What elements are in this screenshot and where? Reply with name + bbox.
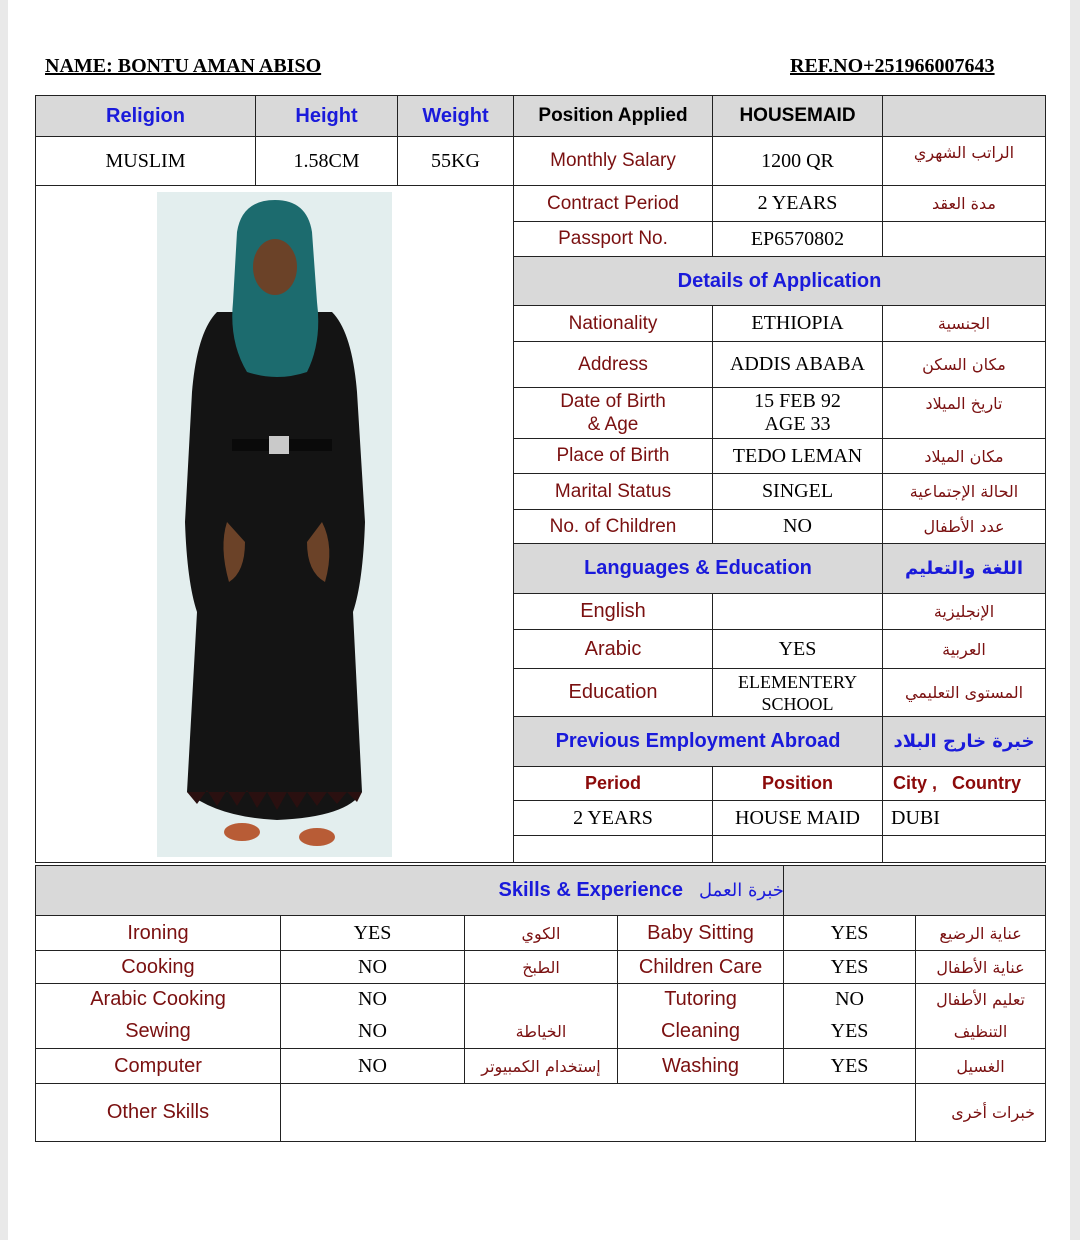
- details-title: Details of Application: [514, 257, 1046, 306]
- skill-washing-arabic: الغسيل: [916, 1049, 1046, 1084]
- skill-childrencare-label: Children Care: [618, 951, 784, 984]
- marital-value: SINGEL: [713, 474, 883, 510]
- main-table: [35, 95, 1046, 863]
- reference-number: REF.NO+251966007643: [790, 55, 995, 77]
- passport-label: Passport No.: [514, 222, 713, 257]
- skill-computer-value: NO: [281, 1049, 465, 1084]
- skill-cooking-value: NO: [281, 951, 465, 984]
- nationality-arabic: الجنسية: [883, 306, 1046, 342]
- pob-value: TEDO LEMAN: [713, 439, 883, 474]
- education-label: Education: [514, 669, 713, 717]
- employment-title-arabic: خبرة خارج البلاد: [883, 717, 1046, 767]
- skills-table: [35, 865, 1046, 1142]
- pob-arabic: مكان الميلاد: [883, 439, 1046, 474]
- education-arabic: المستوى التعليمي: [883, 669, 1046, 717]
- religion-label: Religion: [36, 96, 256, 137]
- address-value: ADDIS ABABA: [713, 342, 883, 388]
- marital-label: Marital Status: [514, 474, 713, 510]
- skill-cleaning-arabic: التنظيف: [916, 1015, 1046, 1049]
- employment-empty-2: [713, 836, 883, 863]
- employment-col-period: Period: [514, 767, 713, 801]
- position-blank: [883, 96, 1046, 137]
- dob-value-line2: AGE 33: [764, 413, 831, 435]
- employment-country: DUBI: [883, 801, 1046, 836]
- contract-value: 2 YEARS: [713, 186, 883, 222]
- skill-sewing-value: NO: [281, 1015, 465, 1049]
- weight-label: Weight: [398, 96, 514, 137]
- contract-arabic: مدة العقد: [883, 186, 1046, 222]
- dob-label-line1: Date of Birth: [560, 391, 666, 412]
- skill-washing-value: YES: [784, 1049, 916, 1084]
- skills-title: Skills & Experience: [36, 866, 784, 916]
- children-label: No. of Children: [514, 510, 713, 544]
- weight-value: 55KG: [398, 137, 514, 186]
- dob-arabic: تاريخ الميلاد: [883, 388, 1046, 439]
- nationality-label: Nationality: [514, 306, 713, 342]
- languages-title: Languages & Education: [514, 544, 883, 594]
- other-skills-label: Other Skills: [36, 1084, 281, 1142]
- skill-cleaning-value: YES: [784, 1015, 916, 1049]
- employment-period: 2 YEARS: [514, 801, 713, 836]
- passport-blank: [883, 222, 1046, 257]
- marital-arabic: الحالة الإجتماعية: [883, 474, 1046, 510]
- nationality-value: ETHIOPIA: [713, 306, 883, 342]
- candidate-photo-illustration: [157, 192, 392, 857]
- contract-label: Contract Period: [514, 186, 713, 222]
- other-skills-arabic: خبرات أخرى: [916, 1084, 1046, 1142]
- education-value: [713, 669, 883, 717]
- position-label: Position Applied: [514, 96, 713, 137]
- skill-arabiccooking-value: NO: [281, 984, 465, 1015]
- employment-position: HOUSE MAID: [713, 801, 883, 836]
- arabic-label: Arabic: [514, 630, 713, 669]
- religion-value: MUSLIM: [36, 137, 256, 186]
- candidate-photo: [157, 192, 392, 857]
- skill-tutoring-value: NO: [784, 984, 916, 1015]
- skill-ironing-value: YES: [281, 916, 465, 951]
- employment-title: Previous Employment Abroad: [514, 717, 883, 767]
- skill-childrencare-arabic: عناية الأطفال: [916, 951, 1046, 984]
- skill-sewing-arabic: الخياطة: [465, 1015, 618, 1049]
- salary-label: Monthly Salary: [514, 137, 713, 186]
- pob-label: Place of Birth: [514, 439, 713, 474]
- arabic-value: YES: [713, 630, 883, 669]
- skill-computer-label: Computer: [36, 1049, 281, 1084]
- english-value: [713, 594, 883, 630]
- employment-col-country: Country: [952, 773, 1022, 793]
- skill-babysitting-value: YES: [784, 916, 916, 951]
- skill-babysitting-arabic: عناية الرضيع: [916, 916, 1046, 951]
- english-label: English: [514, 594, 713, 630]
- education-value-line2: SCHOOL: [761, 693, 834, 714]
- children-value: NO: [713, 510, 883, 544]
- address-label: Address: [514, 342, 713, 388]
- skills-title-arabic-cell: [699, 866, 1046, 916]
- employment-col-city: City ,: [893, 773, 938, 793]
- skill-tutoring-label: Tutoring: [618, 984, 784, 1015]
- employment-col-position: Position: [713, 767, 883, 801]
- address-arabic: مكان السكن: [883, 342, 1046, 388]
- dob-label-line2: & Age: [587, 414, 639, 435]
- skill-sewing-label: Sewing: [36, 1015, 281, 1049]
- employment-empty-1: [514, 836, 713, 863]
- education-value-line1: ELEMENTERY: [738, 671, 857, 692]
- arabic-arabic: العربية: [883, 630, 1046, 669]
- height-value: 1.58CM: [256, 137, 398, 186]
- height-label: Height: [256, 96, 398, 137]
- languages-title-arabic: اللغة والتعليم: [883, 544, 1046, 594]
- skill-arabiccooking-label: Arabic Cooking: [36, 984, 281, 1015]
- employment-col-city-country: [883, 767, 1046, 801]
- skill-cooking-arabic: الطبخ: [465, 951, 618, 984]
- skill-washing-label: Washing: [618, 1049, 784, 1084]
- skill-ironing-arabic: الكوي: [465, 916, 618, 951]
- skill-ironing-label: Ironing: [36, 916, 281, 951]
- passport-value: EP6570802: [713, 222, 883, 257]
- salary-value: 1200 QR: [713, 137, 883, 186]
- skill-childrencare-value: YES: [784, 951, 916, 984]
- skill-arabiccooking-arabic: [465, 984, 618, 1015]
- children-arabic: عدد الأطفال: [883, 510, 1046, 544]
- skill-babysitting-label: Baby Sitting: [618, 916, 784, 951]
- position-value: HOUSEMAID: [713, 96, 883, 137]
- skill-tutoring-arabic: تعليم الأطفال: [916, 984, 1046, 1015]
- employment-empty-3: [883, 836, 1046, 863]
- candidate-name: NAME: BONTU AMAN ABISO: [45, 55, 322, 77]
- other-skills-value: [281, 1084, 916, 1142]
- dob-value: [713, 388, 883, 439]
- skill-computer-arabic: إستخدام الكمبيوتر: [465, 1049, 618, 1084]
- salary-arabic: الراتب الشهري: [883, 137, 1046, 186]
- skill-cleaning-label: Cleaning: [618, 1015, 784, 1049]
- dob-label: [514, 388, 713, 439]
- skills-title-arabic: خبرة العمل: [699, 880, 784, 901]
- photo-cell: [36, 186, 514, 863]
- english-arabic: الإنجليزية: [883, 594, 1046, 630]
- dob-value-line1: 15 FEB 92: [754, 390, 841, 412]
- skill-cooking-label: Cooking: [36, 951, 281, 984]
